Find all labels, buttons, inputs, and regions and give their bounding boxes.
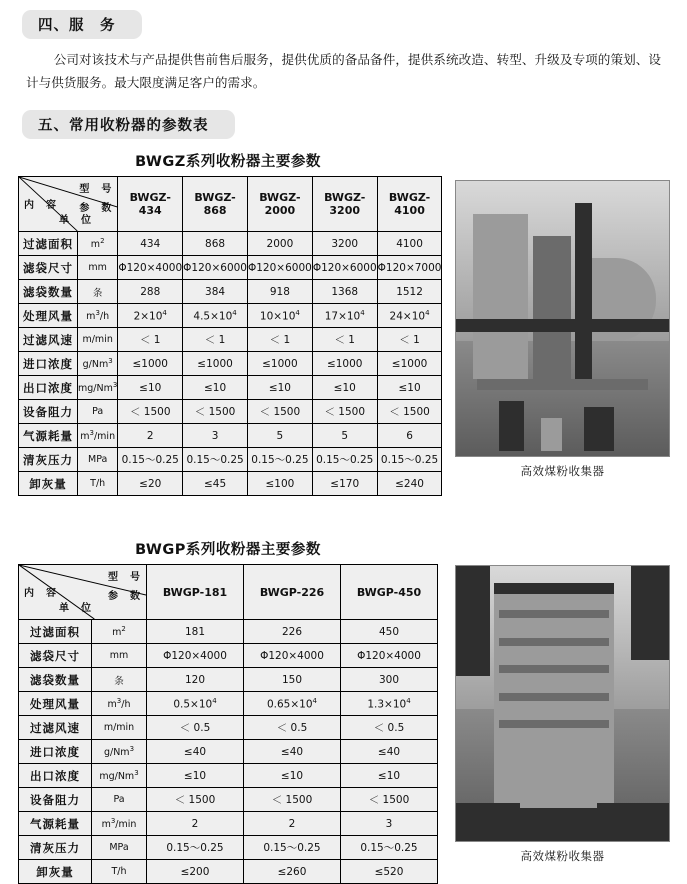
- cell-r5-c0: ≤40: [147, 740, 244, 764]
- row-label-3: 处理风量: [19, 304, 78, 328]
- corner-label-param: 参 数: [108, 591, 141, 602]
- table-row: [19, 692, 438, 716]
- cell-r5-c1: ≤40: [244, 740, 341, 764]
- table-row: [19, 788, 438, 812]
- cell-r0-c3: 3200: [312, 232, 377, 256]
- cell-r7-c2: ＜ 1500: [341, 788, 438, 812]
- row-label-1: 滤袋尺寸: [19, 644, 92, 668]
- section-heading-5-wrap: [22, 110, 235, 139]
- cell-r0-c4: 4100: [377, 232, 442, 256]
- cell-r0-c1: 868: [183, 232, 248, 256]
- bwgz-table-title: BWGZ系列收粉器主要参数: [135, 154, 321, 170]
- table-row: [19, 280, 442, 304]
- corner-label-unit: 单 位: [59, 603, 92, 614]
- cell-r10-c1: ≤45: [183, 472, 248, 496]
- row-label-9: 清灰压力: [19, 836, 92, 860]
- model-header-4: BWGZ-4100: [377, 177, 442, 232]
- table-row: [19, 400, 442, 424]
- cell-r1-c3: Φ120×6000: [312, 256, 377, 280]
- cell-r8-c1: 2: [244, 812, 341, 836]
- cell-r0-c2: 2000: [247, 232, 312, 256]
- row-unit-2: 条: [92, 668, 147, 692]
- row-unit-6: mg/Nm$^3$: [92, 764, 147, 788]
- cell-r2-c0: 288: [118, 280, 183, 304]
- row-unit-9: MPa: [92, 836, 147, 860]
- row-unit-3: $m^3/h$: [78, 304, 118, 328]
- cell-r7-c2: ＜ 1500: [247, 400, 312, 424]
- cell-r5-c2: ≤40: [341, 740, 438, 764]
- cell-r1-c2: Φ120×4000: [341, 644, 438, 668]
- cell-r8-c1: 3: [183, 424, 248, 448]
- cell-r6-c0: ≤10: [118, 376, 183, 400]
- row-unit-1: mm: [78, 256, 118, 280]
- row-unit-7: Pa: [78, 400, 118, 424]
- cell-r6-c0: ≤10: [147, 764, 244, 788]
- photo-1-caption: 高效煤粉收集器: [520, 464, 605, 478]
- row-label-6: 出口浓度: [19, 764, 92, 788]
- cell-r7-c4: ＜ 1500: [377, 400, 442, 424]
- bwgp-spec-table: [18, 564, 438, 884]
- section-heading-4-wrap: [22, 10, 142, 39]
- cell-r0-c2: 450: [341, 620, 438, 644]
- cell-r9-c0: 0.15～0.25: [118, 448, 183, 472]
- model-header-1: BWGP-226: [244, 565, 341, 620]
- row-unit-1: mm: [92, 644, 147, 668]
- model-header-2: BWGZ-2000: [247, 177, 312, 232]
- cell-r9-c3: 0.15～0.25: [312, 448, 377, 472]
- corner-header-cell: [19, 177, 118, 232]
- row-label-8: 气源耗量: [19, 424, 78, 448]
- table-row: [19, 860, 438, 884]
- table-header-row: [19, 177, 442, 232]
- row-unit-6: mg/Nm$^3$: [78, 376, 118, 400]
- row-label-10: 卸灰量: [19, 860, 92, 884]
- row-label-1: 滤袋尺寸: [19, 256, 78, 280]
- cell-r3-c3: $17\times 10^4$: [312, 304, 377, 328]
- cell-r0-c0: 434: [118, 232, 183, 256]
- cell-r9-c1: 0.15～0.25: [244, 836, 341, 860]
- table-row: [19, 232, 442, 256]
- cell-r2-c1: 384: [183, 280, 248, 304]
- cell-r0-c0: 181: [147, 620, 244, 644]
- cell-r2-c3: 1368: [312, 280, 377, 304]
- corner-label-model: 型 号: [79, 184, 113, 195]
- section-heading-4: 四、服 务: [22, 10, 142, 39]
- cell-r5-c1: ≤1000: [183, 352, 248, 376]
- row-label-2: 滤袋数量: [19, 280, 78, 304]
- row-label-9: 清灰压力: [19, 448, 78, 472]
- row-unit-8: $m^3/\min$: [92, 812, 147, 836]
- row-unit-7: Pa: [92, 788, 147, 812]
- cell-r10-c1: ≤260: [244, 860, 341, 884]
- table-row: [19, 812, 438, 836]
- cell-r6-c2: ≤10: [341, 764, 438, 788]
- cell-r2-c1: 150: [244, 668, 341, 692]
- row-unit-10: T/h: [92, 860, 147, 884]
- row-unit-5: g/Nm$^3$: [78, 352, 118, 376]
- photo-coal-collector-1: [455, 180, 670, 457]
- cell-r7-c1: ＜ 1500: [244, 788, 341, 812]
- cell-r10-c0: ≤200: [147, 860, 244, 884]
- cell-r3-c0: $0.5\times 10^4$: [147, 692, 244, 716]
- row-label-6: 出口浓度: [19, 376, 78, 400]
- table-row: [19, 424, 442, 448]
- model-header-0: BWGP-181: [147, 565, 244, 620]
- cell-r5-c0: ≤1000: [118, 352, 183, 376]
- cell-r2-c2: 918: [247, 280, 312, 304]
- table-row: [19, 352, 442, 376]
- model-header-0: BWGZ-434: [118, 177, 183, 232]
- row-unit-4: m/min: [78, 328, 118, 352]
- cell-r6-c3: ≤10: [312, 376, 377, 400]
- table-row: [19, 328, 442, 352]
- model-header-3: BWGZ-3200: [312, 177, 377, 232]
- row-label-5: 进口浓度: [19, 740, 92, 764]
- table-row: [19, 764, 438, 788]
- cell-r10-c0: ≤20: [118, 472, 183, 496]
- table-row: [19, 304, 442, 328]
- cell-r8-c4: 6: [377, 424, 442, 448]
- row-unit-3: $m^3/h$: [92, 692, 147, 716]
- row-label-5: 进口浓度: [19, 352, 78, 376]
- row-label-4: 过滤风速: [19, 328, 78, 352]
- table-row: [19, 644, 438, 668]
- model-header-1: BWGZ-868: [183, 177, 248, 232]
- row-label-10: 卸灰量: [19, 472, 78, 496]
- photo-1-wrap: [455, 180, 670, 479]
- corner-header-cell: [19, 565, 147, 620]
- table-row: [19, 256, 442, 280]
- cell-r8-c3: 5: [312, 424, 377, 448]
- photo-coal-collector-2: [455, 565, 670, 842]
- table-row: [19, 448, 442, 472]
- cell-r1-c0: Φ120×4000: [147, 644, 244, 668]
- cell-r10-c2: ≤520: [341, 860, 438, 884]
- row-unit-0: $m^2$: [78, 232, 118, 256]
- cell-r4-c2: ＜ 1: [247, 328, 312, 352]
- cell-r7-c3: ＜ 1500: [312, 400, 377, 424]
- table-row: [19, 376, 442, 400]
- corner-label-content: 内 容: [24, 200, 57, 211]
- cell-r8-c0: 2: [118, 424, 183, 448]
- cell-r2-c0: 120: [147, 668, 244, 692]
- row-unit-0: $m^2$: [92, 620, 147, 644]
- cell-r1-c2: Φ120×6000: [247, 256, 312, 280]
- cell-r3-c2: $10\times 10^4$: [247, 304, 312, 328]
- cell-r10-c4: ≤240: [377, 472, 442, 496]
- row-label-8: 气源耗量: [19, 812, 92, 836]
- cell-r5-c2: ≤1000: [247, 352, 312, 376]
- row-label-3: 处理风量: [19, 692, 92, 716]
- cell-r6-c4: ≤10: [377, 376, 442, 400]
- row-unit-9: MPa: [78, 448, 118, 472]
- row-label-4: 过滤风速: [19, 716, 92, 740]
- bwgz-spec-table: [18, 176, 442, 496]
- cell-r1-c1: Φ120×4000: [244, 644, 341, 668]
- cell-r4-c0: ＜ 1: [118, 328, 183, 352]
- row-label-0: 过滤面积: [19, 232, 78, 256]
- corner-label-unit: 单 位: [59, 215, 92, 226]
- cell-r0-c1: 226: [244, 620, 341, 644]
- table-row: [19, 836, 438, 860]
- table-row: [19, 620, 438, 644]
- cell-r3-c1: $0.65\times 10^4$: [244, 692, 341, 716]
- cell-r9-c0: 0.15～0.25: [147, 836, 244, 860]
- cell-r7-c0: ＜ 1500: [147, 788, 244, 812]
- table-row: [19, 668, 438, 692]
- row-unit-5: g/Nm$^3$: [92, 740, 147, 764]
- cell-r4-c1: ＜ 1: [183, 328, 248, 352]
- cell-r5-c4: ≤1000: [377, 352, 442, 376]
- cell-r10-c2: ≤100: [247, 472, 312, 496]
- cell-r8-c2: 3: [341, 812, 438, 836]
- cell-r7-c1: ＜ 1500: [183, 400, 248, 424]
- cell-r7-c0: ＜ 1500: [118, 400, 183, 424]
- cell-r6-c2: ≤10: [247, 376, 312, 400]
- table-row: [19, 716, 438, 740]
- corner-label-param: 参 数: [79, 203, 113, 214]
- cell-r1-c0: Φ120×4000: [118, 256, 183, 280]
- cell-r3-c2: $1.3\times 10^4$: [341, 692, 438, 716]
- cell-r9-c2: 0.15～0.25: [341, 836, 438, 860]
- cell-r6-c1: ≤10: [183, 376, 248, 400]
- section-4-paragraph: 公司对该技术与产品提供售前售后服务，提供优质的备品备件，提供系统改造、转型、升级及专项的策划、设计与供货服务。最大限度满足客户的需求。: [26, 52, 661, 91]
- cell-r10-c3: ≤170: [312, 472, 377, 496]
- cell-r5-c3: ≤1000: [312, 352, 377, 376]
- cell-r8-c0: 2: [147, 812, 244, 836]
- photo-2-wrap: [455, 565, 670, 864]
- corner-label-content: 内 容: [24, 588, 57, 599]
- row-label-2: 滤袋数量: [19, 668, 92, 692]
- cell-r9-c2: 0.15～0.25: [247, 448, 312, 472]
- cell-r4-c1: ＜ 0.5: [244, 716, 341, 740]
- section-heading-5: 五、常用收粉器的参数表: [22, 110, 235, 139]
- bwgp-table-title: BWGP系列收粉器主要参数: [135, 542, 321, 558]
- cell-r3-c1: $4.5\times 10^4$: [183, 304, 248, 328]
- row-unit-4: m/min: [92, 716, 147, 740]
- row-unit-10: T/h: [78, 472, 118, 496]
- cell-r6-c1: ≤10: [244, 764, 341, 788]
- row-label-7: 设备阻力: [19, 788, 92, 812]
- cell-r4-c0: ＜ 0.5: [147, 716, 244, 740]
- cell-r4-c2: ＜ 0.5: [341, 716, 438, 740]
- table-header-row: [19, 565, 438, 620]
- cell-r3-c0: $2\times 10^4$: [118, 304, 183, 328]
- cell-r9-c4: 0.15～0.25: [377, 448, 442, 472]
- photo-2-caption: 高效煤粉收集器: [520, 849, 605, 863]
- corner-label-model: 型 号: [108, 572, 141, 583]
- cell-r1-c1: Φ120×6000: [183, 256, 248, 280]
- table-row: [19, 472, 442, 496]
- cell-r2-c4: 1512: [377, 280, 442, 304]
- row-label-0: 过滤面积: [19, 620, 92, 644]
- row-unit-8: $m^3/\min$: [78, 424, 118, 448]
- cell-r2-c2: 300: [341, 668, 438, 692]
- cell-r4-c3: ＜ 1: [312, 328, 377, 352]
- cell-r8-c2: 5: [247, 424, 312, 448]
- cell-r9-c1: 0.15～0.25: [183, 448, 248, 472]
- cell-r4-c4: ＜ 1: [377, 328, 442, 352]
- table-row: [19, 740, 438, 764]
- row-unit-2: 条: [78, 280, 118, 304]
- cell-r1-c4: Φ120×7000: [377, 256, 442, 280]
- cell-r3-c4: $24\times 10^4$: [377, 304, 442, 328]
- model-header-2: BWGP-450: [341, 565, 438, 620]
- row-label-7: 设备阻力: [19, 400, 78, 424]
